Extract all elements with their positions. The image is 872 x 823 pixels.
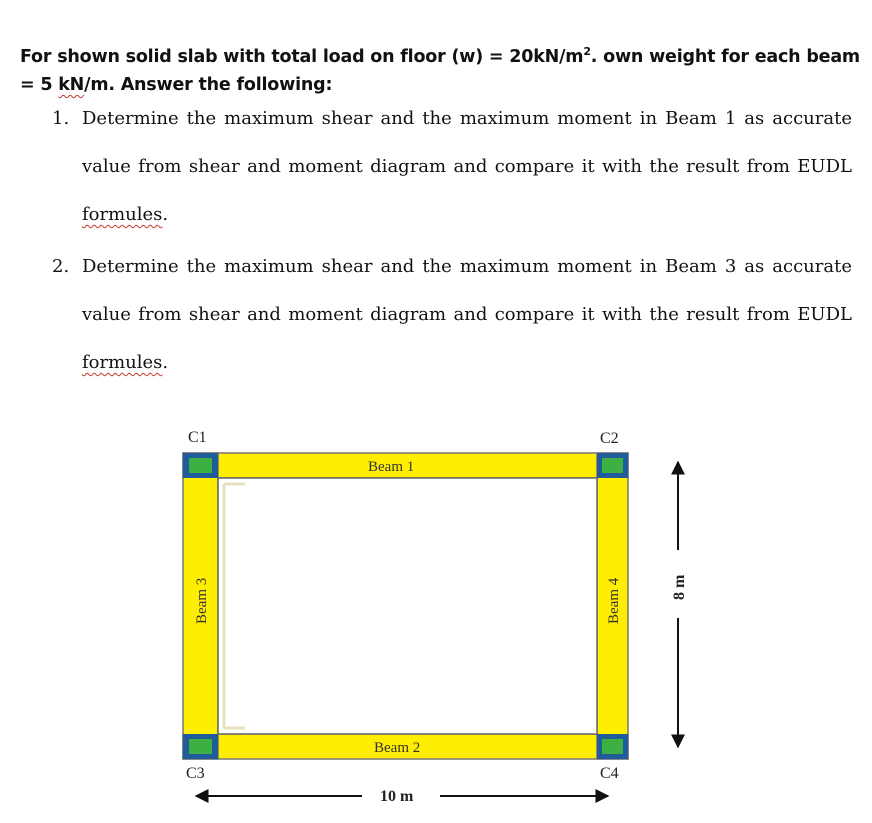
- intro-text: /m. Answer the following:: [84, 74, 333, 95]
- column-c1: [183, 453, 218, 478]
- question-end: .: [162, 352, 169, 373]
- question-body: Determine the maximum shear and the maximum moment in Beam 3 as accurate value from shear and moment diagram and compare it with the result from EUDL: [82, 256, 852, 325]
- column-label-c1: C1: [188, 429, 207, 446]
- intro-superscript: 2: [583, 45, 591, 58]
- beam-label-1: Beam 1: [368, 459, 415, 475]
- intro-text: For shown solid slab with total load on floor (w) = 20kN/m: [20, 46, 584, 67]
- column-c3: [183, 734, 218, 759]
- question-body: Determine the maximum shear and the maximum moment in Beam 1 as accurate value from shear and moment diagram and compare it with the result from EUDL: [82, 108, 852, 177]
- beam-label-4: Beam 4: [606, 577, 622, 624]
- question-end: .: [162, 204, 169, 225]
- question-last-word: formules: [82, 352, 163, 373]
- slab: [218, 478, 597, 734]
- question-last-word: formules: [82, 204, 163, 225]
- column-label-c3: C3: [186, 765, 205, 782]
- intro-text: . own weight for each beam: [590, 46, 860, 67]
- column-c4: [597, 734, 628, 759]
- span-x-label: 10 m: [380, 788, 414, 805]
- column-label-c2: C2: [600, 430, 619, 447]
- question-number: 2.: [52, 256, 70, 277]
- question-number: 1.: [52, 108, 70, 129]
- beam-label-3: Beam 3: [194, 577, 210, 624]
- span-y-label: 8 m: [671, 574, 688, 600]
- beam-label-2: Beam 2: [374, 740, 421, 756]
- intro-unit: kN: [58, 74, 85, 95]
- column-label-c4: C4: [600, 765, 619, 782]
- column-c2: [597, 453, 628, 478]
- intro-text: = 5: [20, 74, 59, 95]
